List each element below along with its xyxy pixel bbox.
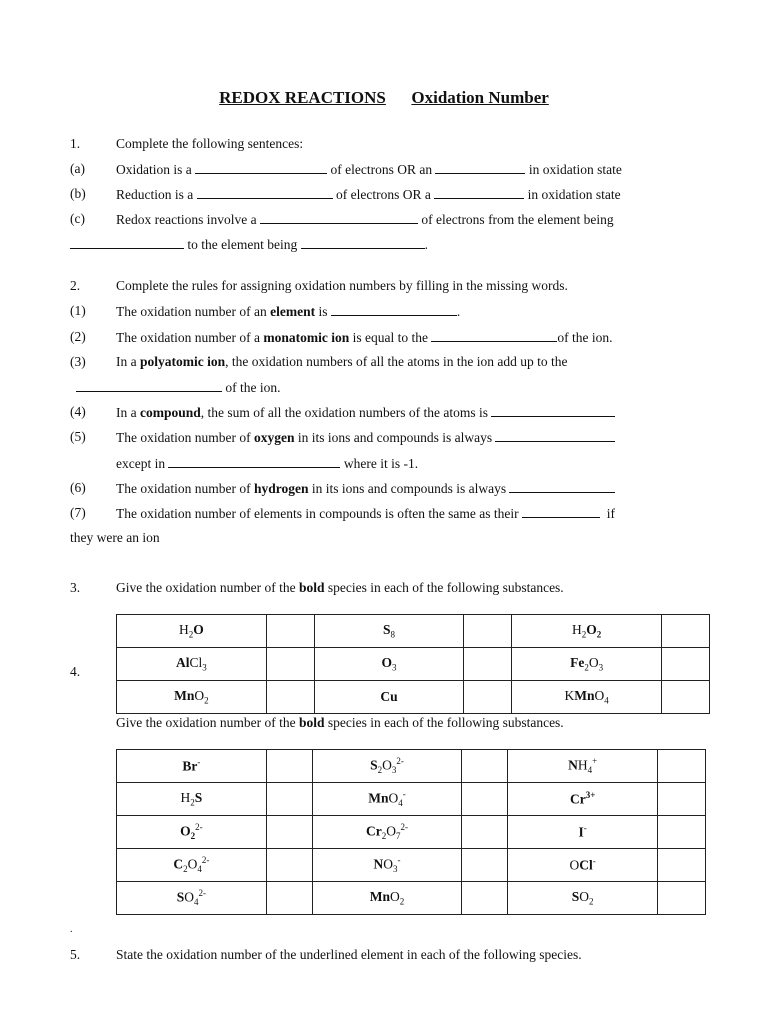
rule-2-t2: is equal to the xyxy=(352,330,428,345)
q1a-label: (a) xyxy=(70,161,85,176)
rule-4-label: (4) xyxy=(70,404,86,419)
rule-1-t3: . xyxy=(456,304,461,319)
q3-table xyxy=(116,614,710,714)
rule-2-t1: The oxidation number of a xyxy=(116,330,260,345)
q1c-t4: . xyxy=(424,237,428,252)
species-kmno4: KMnO$_4$ xyxy=(512,681,662,714)
q1c-t1: Redox reactions involve a xyxy=(116,212,257,227)
q1c-text-2 xyxy=(70,236,428,253)
q3-row xyxy=(0,580,768,600)
rule-7-t1: The oxidation number of elements in compounds is often the same as their xyxy=(116,506,519,521)
rule-6-t1: The oxidation number of xyxy=(116,481,251,496)
q1b-t1: Reduction is a xyxy=(116,187,194,202)
species-mno2-b: MnO$_2$ xyxy=(312,882,462,915)
species-ocl: OCl- xyxy=(508,849,658,882)
rule-2-bold: monatomic ion xyxy=(263,330,350,345)
answer-cell[interactable] xyxy=(266,648,314,681)
answer-cell[interactable] xyxy=(464,648,512,681)
q2-rule-5-cont xyxy=(0,455,768,475)
rule-6-label: (6) xyxy=(70,480,86,495)
table-row xyxy=(117,849,706,882)
species-br: Br- xyxy=(117,750,267,783)
q1-intro-row xyxy=(0,136,768,156)
answer-cell[interactable] xyxy=(266,783,312,816)
table-row xyxy=(117,615,710,648)
answer-cell[interactable] xyxy=(662,648,710,681)
q1b-blank-2[interactable] xyxy=(434,186,524,199)
q4-t1: Give the oxidation number of the xyxy=(116,715,296,730)
q2-rule-1 xyxy=(0,303,768,323)
q1a-text xyxy=(116,161,622,178)
rule-5-blank-2[interactable] xyxy=(168,455,340,468)
rule-6-t2: in its ions and compounds is always xyxy=(311,481,507,496)
answer-cell[interactable] xyxy=(658,750,706,783)
species-o2: $O_2^{2-}$ xyxy=(117,816,267,849)
answer-cell[interactable] xyxy=(266,750,312,783)
q1b-text xyxy=(116,186,621,203)
answer-cell[interactable] xyxy=(462,783,508,816)
species-so4: $SO_4^{2-}$ xyxy=(117,882,267,915)
q1a-blank-1[interactable] xyxy=(195,161,327,174)
q1a-row xyxy=(0,161,768,181)
q1b-t2: of electrons OR a xyxy=(336,187,431,202)
q2-intro-row xyxy=(0,278,768,298)
rule-3-text xyxy=(116,354,567,370)
rule-1-t2: is xyxy=(318,304,328,319)
q1c-blank-1[interactable] xyxy=(260,211,418,224)
species-fe2o3: $Fe_2O_3$ xyxy=(512,648,662,681)
title-sub: Oxidation Number xyxy=(411,88,549,107)
rule-3-t1: In a xyxy=(116,354,137,369)
q1c-t3: to the element being xyxy=(187,237,298,252)
q1-number: 1. xyxy=(70,136,81,151)
q1b-label: (b) xyxy=(70,186,86,201)
species-alcl3: AlCl$_3$ xyxy=(117,648,267,681)
species-o3: $O_3$ xyxy=(314,648,464,681)
species-cr2o7: $Cr_2O_7^{2-}$ xyxy=(312,816,462,849)
answer-cell[interactable] xyxy=(266,849,312,882)
table-row xyxy=(117,816,706,849)
answer-cell[interactable] xyxy=(658,783,706,816)
rule-7-text xyxy=(116,505,615,522)
q4-bold: bold xyxy=(298,715,325,730)
q2-rule-6 xyxy=(0,480,768,500)
q1b-t3: in oxidation state xyxy=(527,187,621,202)
q3-t2: species in each of the following substances. xyxy=(327,580,564,595)
rule-3-text-2 xyxy=(76,379,281,396)
rule-5-text xyxy=(116,429,615,446)
rule-6-text xyxy=(116,480,615,497)
q1c-label: (c) xyxy=(70,211,85,226)
species-nh4: $NH_4^+$ xyxy=(508,750,658,783)
answer-cell[interactable] xyxy=(464,615,512,648)
rule-5-t2: in its ions and compounds is always xyxy=(297,430,493,445)
q1c-blank-3[interactable] xyxy=(301,236,425,249)
rule-5-t4: where it is -1. xyxy=(343,456,419,471)
answer-cell[interactable] xyxy=(462,750,508,783)
species-cu: Cu xyxy=(314,681,464,714)
stray-dot: . xyxy=(70,924,73,935)
q2-rule-5 xyxy=(0,429,768,449)
q2-rule-4 xyxy=(0,404,768,424)
species-s8: $S_8$ xyxy=(314,615,464,648)
q4-row xyxy=(0,715,768,735)
q1c-text xyxy=(116,211,614,228)
species-mno4: MnO$_4$- xyxy=(312,783,462,816)
rule-7-t3: they were an ion xyxy=(70,530,160,545)
species-no3: $NO_3^-$ xyxy=(312,849,462,882)
q5-number: 5. xyxy=(70,947,81,962)
species-so2: $SO_2$ xyxy=(508,882,658,915)
species-cr3: $Cr^{3+}$ xyxy=(508,783,658,816)
q4-text xyxy=(116,715,564,731)
table-row xyxy=(117,750,706,783)
answer-cell[interactable] xyxy=(266,882,312,915)
q3-bold: bold xyxy=(298,580,325,595)
rule-7-t2: if xyxy=(606,506,616,521)
rule-1-label: (1) xyxy=(70,303,86,318)
rule-6-bold: hydrogen xyxy=(253,481,309,496)
answer-cell[interactable] xyxy=(462,816,508,849)
answer-cell[interactable] xyxy=(462,882,508,915)
q2-rule-3-cont xyxy=(0,379,768,399)
rule-2-label: (2) xyxy=(70,329,86,344)
rule-1-bold: element xyxy=(270,304,316,319)
q1-intro: Complete the following sentences: xyxy=(116,136,304,151)
q2-intro: Complete the rules for assigning oxidation numbers by filling in the missing words. xyxy=(116,278,568,293)
answer-cell[interactable] xyxy=(658,816,706,849)
table-row xyxy=(117,882,706,915)
q1c-blank-2[interactable] xyxy=(70,236,184,249)
rule-3-label: (3) xyxy=(70,354,86,369)
title-main: REDOX REACTIONS xyxy=(219,88,386,107)
answer-cell[interactable] xyxy=(658,849,706,882)
rule-3-blank[interactable] xyxy=(76,379,222,392)
page-title xyxy=(0,88,768,108)
q4-number: 4. xyxy=(70,664,81,679)
answer-cell[interactable] xyxy=(266,681,314,714)
q5-row xyxy=(0,947,768,967)
rule-1-text xyxy=(116,303,460,320)
q1a-t1: Oxidation is a xyxy=(116,162,192,177)
rule-4-text xyxy=(116,404,615,421)
rule-3-t3: of the ion. xyxy=(225,380,281,395)
q3-text xyxy=(116,580,564,596)
species-h2s: $H_2S$ xyxy=(117,783,267,816)
species-s2o3: $S_2O_3^{2-}$ xyxy=(312,750,462,783)
table-row xyxy=(117,783,706,816)
rule-5-t3: except in xyxy=(116,456,166,471)
answer-cell[interactable] xyxy=(662,681,710,714)
rule-1-t1: The oxidation number of an xyxy=(116,304,267,319)
q1a-t3: in oxidation state xyxy=(528,162,622,177)
answer-cell[interactable] xyxy=(464,681,512,714)
species-mno2: MnO$_2$ xyxy=(117,681,267,714)
rule-2-blank[interactable] xyxy=(431,329,557,342)
table-row xyxy=(117,681,710,714)
rule-7-blank[interactable] xyxy=(522,505,600,518)
rule-3-bold: polyatomic ion xyxy=(140,354,226,369)
answer-cell[interactable] xyxy=(266,816,312,849)
q1c-row xyxy=(0,211,768,231)
rule-5-t1: The oxidation number of xyxy=(116,430,251,445)
species-i: I- xyxy=(508,816,658,849)
q3-t1: Give the oxidation number of the xyxy=(116,580,296,595)
answer-cell[interactable] xyxy=(266,615,314,648)
rule-5-bold: oxygen xyxy=(253,430,295,445)
q1a-blank-2[interactable] xyxy=(435,161,525,174)
q2-rule-3 xyxy=(0,354,768,374)
q1b-blank-1[interactable] xyxy=(197,186,333,199)
rule-4-bold: compound xyxy=(140,405,201,420)
q5-text: State the oxidation number of the underlined element in each of the following species. xyxy=(116,947,582,962)
answer-cell[interactable] xyxy=(662,615,710,648)
answer-cell[interactable] xyxy=(658,882,706,915)
species-h2o2: $H_2O_2$ xyxy=(512,615,662,648)
rule-2-text xyxy=(116,329,612,346)
q2-rule-7-cont xyxy=(0,530,768,550)
rule-5-blank-1[interactable] xyxy=(495,429,615,442)
rule-5-label: (5) xyxy=(70,429,86,444)
species-h2o: $H_2O$ xyxy=(117,615,267,648)
rule-5-text-2 xyxy=(116,455,418,472)
q1c-t2: of electrons from the element being xyxy=(421,212,614,227)
q4-table xyxy=(116,749,706,915)
q3-number: 3. xyxy=(70,580,81,595)
rule-6-blank[interactable] xyxy=(509,480,615,493)
q4-t2: species in each of the following substances. xyxy=(327,715,564,730)
q2-rule-7 xyxy=(0,505,768,525)
rule-7-label: (7) xyxy=(70,505,86,520)
q1a-t2: of electrons OR an xyxy=(330,162,433,177)
rule-2-t3: of the ion. xyxy=(557,330,613,345)
rule-4-t2: , the sum of all the oxidation numbers of the atoms is xyxy=(200,405,488,420)
q2-rule-2 xyxy=(0,329,768,349)
q1b-row xyxy=(0,186,768,206)
answer-cell[interactable] xyxy=(462,849,508,882)
q2-number: 2. xyxy=(70,278,81,293)
rule-4-t1: In a xyxy=(116,405,137,420)
rule-4-blank[interactable] xyxy=(491,404,615,417)
table-row xyxy=(117,648,710,681)
rule-1-blank[interactable] xyxy=(331,303,457,316)
rule-3-t2: , the oxidation numbers of all the atoms in the ion add up to the xyxy=(225,354,568,369)
species-c2o4: $C_2O_4^{2-}$ xyxy=(117,849,267,882)
q1c-row-2 xyxy=(0,236,768,256)
